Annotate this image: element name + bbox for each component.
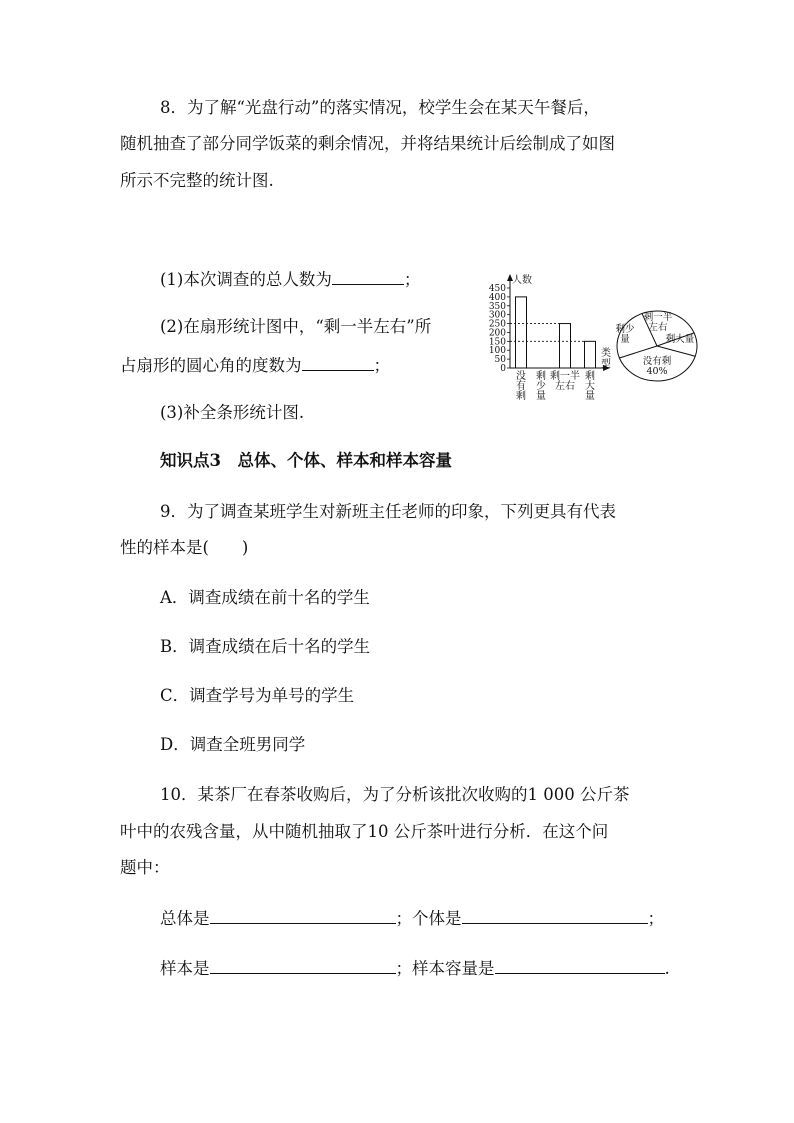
q10-sample-label: 样本是 (160, 959, 210, 978)
q8-line-1: 8．为了解“光盘行动”的落实情况，校学生会在某天午餐后， (160, 98, 600, 117)
q10-line-1: 10．某茶厂在春茶收购后，为了分析该批次收购的1 000 公斤茶 (160, 785, 630, 804)
bar-chart (480, 268, 615, 408)
y-tick-label: 100 (488, 346, 506, 357)
pie-slice-label: 剩大量 (665, 334, 695, 345)
q10-semicolon-3: ； (395, 959, 412, 978)
q10-period: . (664, 959, 670, 978)
q9-option-b[interactable]: B．调查成绩在后十名的学生 (160, 637, 371, 656)
pie-slice-label: 量 (620, 334, 630, 345)
x-category-label: 大 (585, 381, 595, 392)
q10-semicolon-2: ； (647, 909, 664, 928)
pie-slice-label: 剩一半 (643, 312, 673, 323)
q8-sub1 (160, 268, 420, 290)
q8-line-2: 随机抽查了部分同学饭菜的剩余情况，并将结果统计后绘制成了如图 (120, 134, 615, 153)
y-tick-label: 450 (488, 284, 506, 294)
q8-sub2-prefix: 占扇形的圆心角的度数为 (120, 356, 302, 375)
x-category-label: 量 (536, 391, 546, 402)
q8-sub2-line-2 (120, 354, 390, 376)
q8-sub2-answer-blank[interactable] (302, 354, 374, 371)
y-tick-label: 200 (488, 328, 506, 339)
q10-sample-size-blank[interactable] (495, 957, 665, 974)
q10-sample-blank[interactable] (210, 957, 396, 974)
pie-slice-label: 剩少 (615, 324, 635, 335)
q8-sub2-suffix: ； (373, 356, 390, 375)
q10-individual-blank[interactable] (462, 907, 648, 924)
q10-row-1 (160, 907, 664, 929)
x-category-label: 剩一半 (550, 371, 580, 382)
y-tick-label: 150 (488, 337, 506, 348)
q10-row-2 (160, 957, 670, 979)
x-category-label: 剩 (516, 391, 526, 402)
bar (585, 341, 596, 368)
q8-sub1-prefix: (1)本次调查的总人数为 (160, 270, 332, 289)
q8-sub1-answer-blank[interactable] (332, 268, 404, 285)
q9-line-2: 性的样本是( ) (120, 538, 249, 557)
q9-option-a[interactable]: A．调查成绩在前十名的学生 (160, 588, 370, 607)
q10-line-3: 题中： (120, 858, 170, 877)
q9-option-d[interactable]: D．调查全班男同学 (160, 735, 306, 754)
pie-slice-label: 没有剩 (642, 356, 672, 367)
q10-semicolon-1: ； (395, 909, 412, 928)
q10-sample-size-label: 样本容量是 (412, 959, 495, 978)
x-axis-label: 型 (601, 359, 611, 370)
x-category-label: 少 (536, 381, 546, 392)
q9-option-c[interactable]: C．调查学号为单号的学生 (160, 686, 355, 705)
bar (560, 324, 571, 368)
x-axis-label: 类 (601, 348, 611, 359)
y-tick-label: 400 (488, 292, 506, 303)
q8-sub2-line-1: (2)在扇形统计图中，“剩一半左右”所 (160, 317, 432, 336)
x-category-label: 没 (516, 371, 526, 382)
y-tick-label: 300 (488, 310, 506, 321)
pie-slice-label: 左右 (648, 322, 668, 333)
y-tick-label: 350 (488, 301, 506, 312)
y-tick-label: 0 (500, 364, 506, 374)
pie-slice-label: 40% (646, 366, 668, 377)
q10-total-blank[interactable] (210, 907, 396, 924)
q10-total-label: 总体是 (160, 909, 210, 928)
y-tick-label: 250 (488, 319, 506, 330)
x-category-label: 剩 (585, 371, 595, 382)
q10-individual-label: 个体是 (412, 909, 462, 928)
y-tick-label: 50 (494, 355, 506, 366)
q9-line-1: 9．为了调查某班学生对新班主任老师的印象，下列更具有代表 (160, 502, 616, 521)
q8-sub1-suffix: ； (403, 270, 421, 289)
x-category-label: 有 (516, 381, 526, 392)
q8-line-3: 所示不完整的统计图. (120, 171, 274, 190)
section-heading: 知识点3 总体、个体、样本和样本容量 (160, 451, 452, 470)
bar (516, 297, 527, 368)
q10-line-2: 叶中的农残含量，从中随机抽取了10 公斤茶叶进行分析．在这个问 (120, 822, 609, 841)
pie-chart (612, 306, 702, 386)
x-category-label: 量 (585, 391, 595, 402)
q8-sub3: (3)补全条形统计图. (160, 403, 305, 422)
y-axis-label: 人数 (512, 275, 532, 286)
x-category-label: 剩 (536, 371, 546, 382)
x-category-label: 左右 (555, 381, 575, 392)
